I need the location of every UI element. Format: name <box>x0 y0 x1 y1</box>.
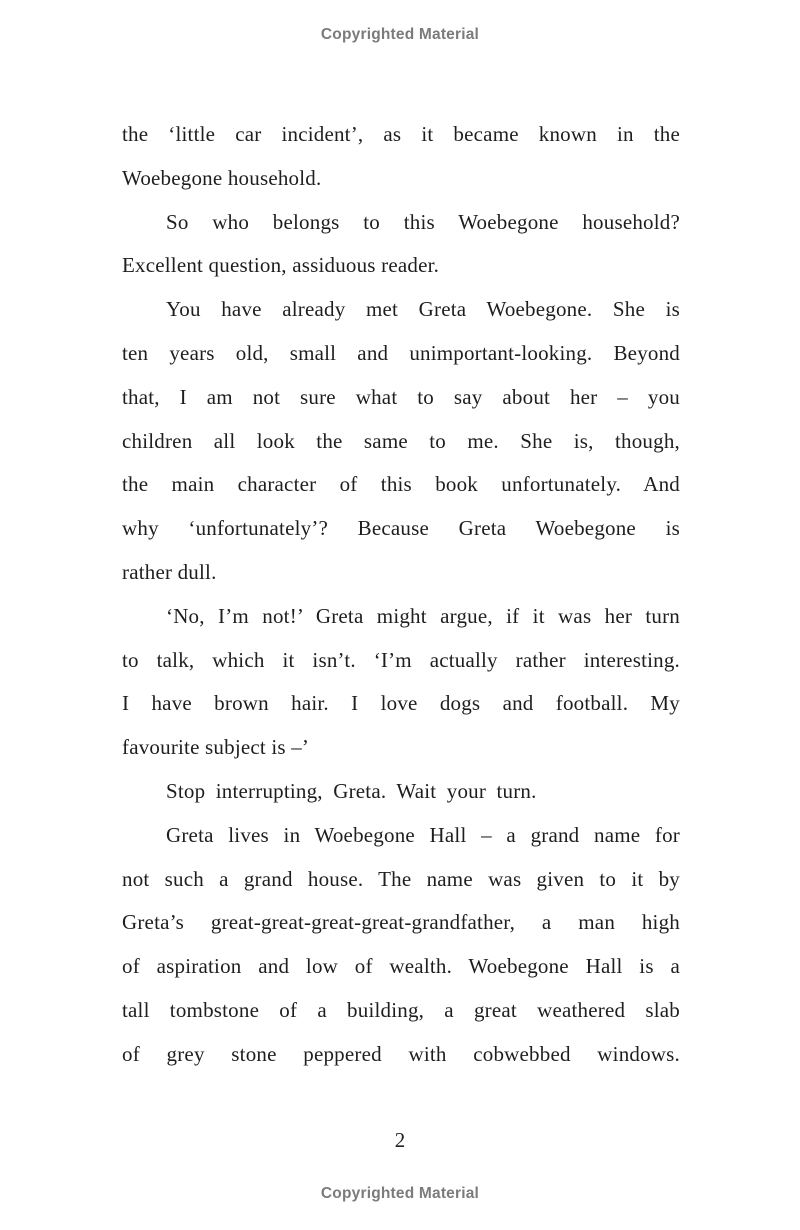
body-line: not such a grand house. The name was given to it by <box>122 866 680 891</box>
body-line: ‘No, I’m not!’ Greta might argue, if it was her turn <box>166 603 680 628</box>
body-line: why ‘unfortunately’? Because Greta Woebegone is <box>122 516 680 541</box>
body-line: favourite subject is –’ <box>122 735 310 760</box>
page-number: 2 <box>394 1128 406 1152</box>
body-line: So who belongs to this Woebegone household? <box>166 209 680 234</box>
body-line: I have brown hair. I love dogs and football. My <box>122 691 680 716</box>
body-line: to talk, which it isn’t. ‘I’m actually rather interesting. <box>122 647 680 672</box>
body-line: tall tombstone of a building, a great weathered slab <box>122 997 680 1022</box>
body-line: children all look the same to me. She is, though, <box>122 428 680 453</box>
body-line: that, I am not sure what to say about her – you <box>122 384 680 409</box>
body-line: of aspiration and low of wealth. Woebegone Hall is a <box>122 954 680 979</box>
body-line: You have already met Greta Woebegone. She is <box>166 297 680 322</box>
body-line: Greta lives in Woebegone Hall – a grand name for <box>166 822 680 847</box>
body-line: Greta’s great-great-great-great-grandfather, a man high <box>122 910 680 935</box>
copyright-notice-top: Copyrighted Material <box>320 26 480 43</box>
body-line: of grey stone peppered with cobwebbed windows. <box>122 1041 680 1066</box>
body-line: Excellent question, assiduous reader. <box>122 253 440 278</box>
body-line: the main character of this book unfortunately. And <box>122 472 680 497</box>
copyright-notice-bottom: Copyrighted Material <box>320 1185 480 1202</box>
body-text-block <box>122 113 680 1077</box>
body-line: Woebegone household. <box>122 165 322 190</box>
body-line: the ‘little car incident’, as it became known in the <box>122 122 680 146</box>
body-line: ten years old, small and unimportant-looking. Beyond <box>122 340 680 365</box>
body-line: rather dull. <box>122 559 217 584</box>
body-line: Stop interrupting, Greta. Wait your turn. <box>166 778 537 803</box>
